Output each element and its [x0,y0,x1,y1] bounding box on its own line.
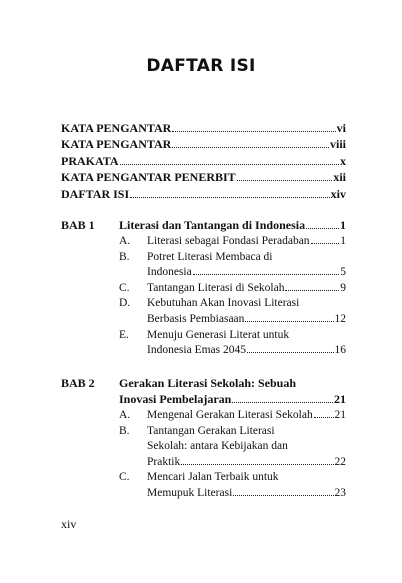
section-body [147,235,346,251]
section-line [147,266,346,282]
section-page: 21 [334,409,346,421]
section-text: Berbasis Pembiasaan [147,312,245,325]
section-line [147,235,346,251]
section-body [147,251,346,282]
toc-entry-label: KATA PENGANTAR PENERBIT [61,170,236,185]
section-page: 16 [334,344,346,357]
toc-entry [61,187,346,203]
section-line [147,344,346,360]
section-page: 5 [340,266,346,279]
section-body [147,425,346,472]
section-list [119,409,346,503]
section-text: Mencari Jalan Terbaik untuk [147,471,279,484]
section-letter: E. [119,328,129,341]
section-body [147,471,346,502]
chapter-number: BAB 2 [61,376,95,390]
section-line [147,409,346,425]
leader-dots [181,464,333,465]
section-line [147,471,346,487]
section-letter: A. [119,409,131,421]
section-body [147,282,346,298]
section-line [147,456,346,472]
section-page: 9 [340,281,346,294]
leader-dots [172,147,329,148]
toc-entry-label: DAFTAR ISI [61,186,130,201]
section-entry [119,251,346,282]
section-entry [119,297,346,328]
chapter-page: 1 [340,218,346,232]
section-entry [119,282,346,298]
leader-dots [311,243,340,244]
toc-entry-label: KATA PENGANTAR [61,121,172,135]
leader-dots [306,228,339,229]
section-line [147,282,346,298]
section-line [147,297,346,313]
section-body [147,329,346,360]
section-letter: A. [119,235,131,247]
section-line [147,487,346,503]
section-line [147,251,346,267]
section-text: Literasi sebagai Fondasi Peradaban [147,235,310,247]
section-body [147,409,346,425]
section-text: Menuju Generasi Literat untuk [147,328,290,341]
section-text: Tantangan Gerakan Literasi [147,424,275,437]
chapter-page: 21 [334,392,346,406]
leader-dots [130,197,330,198]
chapter-title-line [119,392,346,408]
section-line [147,425,346,441]
chapter-title-text: Inovasi Pembelajaran [119,392,232,406]
section-text: Tantangan Literasi di Sekolah [147,281,285,294]
chapter-number: BAB 1 [61,218,95,232]
section-page: 22 [334,455,346,468]
section-body [147,297,346,328]
page-title: DAFTAR ISI [146,56,256,76]
chapter-title [119,218,346,234]
section-line [147,440,346,456]
section-page: 12 [334,312,346,325]
chapter-title-line [119,376,346,392]
section-letter: C. [119,471,130,484]
chapter-title [119,376,346,408]
chapter-title-text: Gerakan Literasi Sekolah: Sebuah [119,376,297,390]
toc-entry-page: x [340,153,346,168]
leader-dots [237,180,333,181]
leader-dots [245,321,333,322]
section-text: Kebutuhan Akan Inovasi Literasi [147,297,300,310]
section-line [147,313,346,329]
section-entry [119,409,346,425]
toc-entry-page: viii [329,137,346,152]
toc-entry [61,170,346,186]
leader-dots [232,402,333,403]
toc-entry-page: vi [336,121,346,135]
toc-entry-label: KATA PENGANTAR [61,137,172,152]
section-text: Praktik [147,455,181,468]
leader-dots [247,352,333,353]
leader-dots [193,274,340,275]
section-page: 1 [340,235,346,247]
toc-entry [61,137,346,153]
page-number: xiv [61,517,77,531]
section-letter: D. [119,297,131,310]
section-line [147,329,346,345]
toc-entry [61,121,346,137]
front-matter-list [61,121,346,203]
section-page: 23 [334,486,346,499]
leader-dots [233,495,333,496]
toc-entry [61,154,346,170]
section-text: Potret Literasi Membaca di [147,250,273,263]
leader-dots [172,131,335,132]
chapter-title-line [119,218,346,234]
leader-dots [285,290,339,291]
section-entry [119,425,346,472]
section-letter: C. [119,281,130,294]
section-text: Mengenal Gerakan Literasi Sekolah [147,409,313,421]
section-text: Sekolah: antara Kebijakan dan [147,440,288,453]
section-entry [119,235,346,251]
leader-dots [120,164,339,165]
section-text: Memupuk Literasi [147,486,233,499]
toc-entry-page: xiv [330,186,346,201]
section-letter: B. [119,250,130,263]
section-list [119,235,346,360]
section-letter: B. [119,424,130,437]
section-entry [119,329,346,360]
section-text: Indonesia [147,266,192,279]
section-text: Indonesia Emas 2045 [147,344,247,357]
toc-entry-label: PRAKATA [61,153,119,168]
toc-entry-page: xii [333,170,346,185]
leader-dots [314,417,334,418]
chapter-title-text: Literasi dan Tantangan di Indonesia [119,218,306,232]
section-entry [119,471,346,502]
